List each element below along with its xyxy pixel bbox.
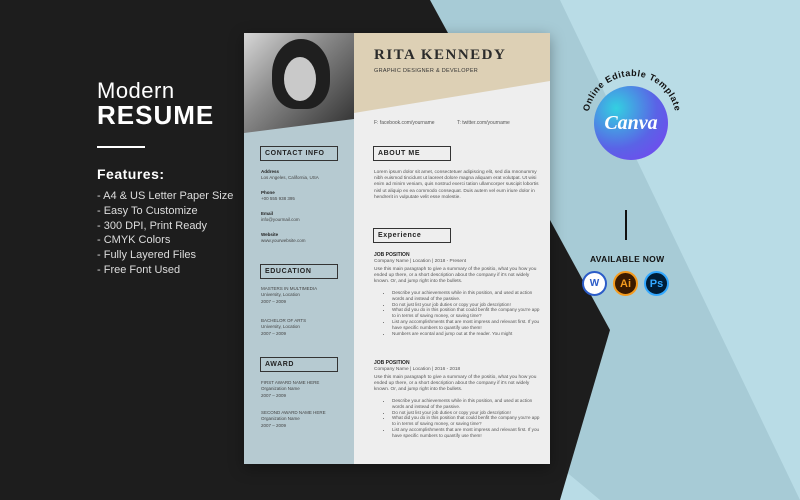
available-now-label: AVAILABLE NOW	[590, 254, 665, 264]
award-years: 2007 – 2009	[261, 422, 287, 428]
photo-face	[284, 57, 316, 101]
feature-item: - Fully Layered Files	[97, 249, 197, 262]
features-heading: Features:	[97, 166, 165, 182]
promo-divider	[97, 146, 145, 148]
education-title: MASTERS IN MULTIMEDIA	[261, 286, 318, 291]
contact-email	[261, 211, 300, 224]
job-bullet: • What did you do in this position that could benfit the company you're app to in terms of saving money, or saving time?	[392, 415, 542, 427]
award-org: Organization Name	[261, 386, 300, 392]
award-item	[261, 380, 319, 399]
about-text: Lorem ipsum dolor sit amet, consectetuer adipiscing elit, sed dia mnonummy nibh euismod tincidunt ut laoreet dolore magna aliquam erat volutpat. Ut wisi enim ad minim veniam, quis nostrud exerci tation ullamcorper suscipit lobortis nisl ut aliquip ex ea commodo consequat. Duis autem vel eum iriure dolor in hendrerit in vulputate velit esse molestie.	[374, 170, 539, 200]
contact-heading: CONTACT INFO	[260, 146, 338, 161]
job-bullet: • Describe your achievements while in this position, and used at action words and instead of the passive.	[392, 398, 542, 410]
award-heading: AWARD	[260, 357, 338, 372]
contact-website	[261, 232, 306, 245]
job-meta: Company Name | Location | 2018 - Present	[374, 259, 467, 264]
feature-item: - A4 & US Letter Paper Size	[97, 190, 234, 202]
job-title: JOB POSITION	[374, 252, 410, 258]
profile-photo	[244, 33, 354, 133]
feature-item: - Free Font Used	[97, 263, 181, 276]
facebook-handle: F: facebook.com/yourname	[374, 120, 435, 126]
contact-phone	[261, 190, 295, 203]
promo-title-line2: RESUME	[97, 100, 215, 130]
promo-title-line1: Modern	[97, 78, 175, 103]
job-bullets	[392, 398, 542, 439]
contact-label: Phone	[261, 190, 275, 195]
about-heading: ABOUT ME	[373, 146, 451, 161]
job-bullet: • Describe your achievements while in this position, and used at action words and instead of the passive.	[392, 290, 542, 302]
contact-address	[261, 169, 319, 182]
education-title: BACHELOR OF ARTS	[261, 318, 307, 323]
twitter-handle: T: twitter.com/yourname	[457, 120, 510, 126]
education-school: University, Location	[261, 324, 300, 330]
job-bullet: • List any accomplishments that are most impress and relevant first. If you have specific numbers to quantify use them!	[392, 427, 542, 439]
education-years: 2007 – 2009	[261, 298, 287, 304]
word-icon: W	[582, 271, 607, 296]
contact-label: Email	[261, 211, 274, 216]
canva-logo	[594, 86, 668, 160]
job-bullet: • What did you do in this position that could benfit the company you're app to in terms of saving money, or saving time?	[392, 307, 542, 319]
canva-logo-text: Canva	[604, 111, 658, 134]
feature-item: - Easy To Customize	[97, 204, 198, 217]
education-school: University, Location	[261, 292, 300, 298]
education-item	[261, 318, 306, 337]
experience-heading: Experience	[373, 228, 451, 243]
contact-label: Address	[261, 169, 280, 174]
job-meta: Company Name | Location | 2016 - 2018	[374, 367, 461, 372]
job-bullet: • List any accomplishments that are most impress and relevant first. If you have specific numbers to quantify use them!	[392, 319, 542, 331]
job-bullet: • Numbers are econtal and jump out at the reader. You might	[392, 331, 542, 337]
feature-item: - CMYK Colors	[97, 234, 171, 247]
award-item	[261, 410, 326, 429]
education-heading: EDUCATION	[260, 264, 338, 279]
education-years: 2007 – 2009	[261, 330, 287, 336]
award-org: Organization Name	[261, 416, 300, 422]
award-title: FIRST AWARD NAME HERE	[261, 380, 320, 385]
job-summary: Use this main paragraph to give a summary of the positio, what you how you ended up there, or a short description about the company if it's not widely known. Or, and jump right into the bullets.	[374, 375, 537, 393]
resume-name: RITA KENNEDY	[374, 47, 507, 63]
badge-divider	[625, 210, 627, 240]
resume-role: GRAPHIC DESIGNER & DEVELOPER	[374, 68, 479, 74]
job-bullet: • Do not just list your job duties or copy your job description!	[392, 410, 542, 416]
job-title: JOB POSITION	[374, 360, 410, 366]
contact-value: info@yourmail.com	[261, 217, 300, 223]
features-list	[97, 189, 233, 278]
job-bullets	[392, 290, 542, 336]
job-summary: Use this main paragraph to give a summary of the positio, what you how you ended up there, or a short description about the company if it's not widely known. Or, and jump right into the bullets.	[374, 267, 537, 285]
award-years: 2007 – 2009	[261, 392, 287, 398]
feature-item: - 300 DPI, Print Ready	[97, 219, 208, 232]
photoshop-icon: Ps	[644, 271, 669, 296]
contact-label: Website	[261, 232, 279, 237]
job-bullet: • Do not just list your job duties or copy your job description!	[392, 302, 542, 308]
ring-text: Online Editable Template	[580, 67, 684, 113]
education-item	[261, 286, 317, 305]
award-title: SECOND AWARD NAME HERE	[261, 410, 326, 415]
contact-value: www.yourwebsite.com	[261, 238, 306, 244]
contact-value: Los Angeles, California, USA	[261, 175, 319, 181]
illustrator-icon: Ai	[613, 271, 638, 296]
resume-page	[244, 33, 550, 464]
contact-value: +00 555 938 395	[261, 196, 295, 202]
